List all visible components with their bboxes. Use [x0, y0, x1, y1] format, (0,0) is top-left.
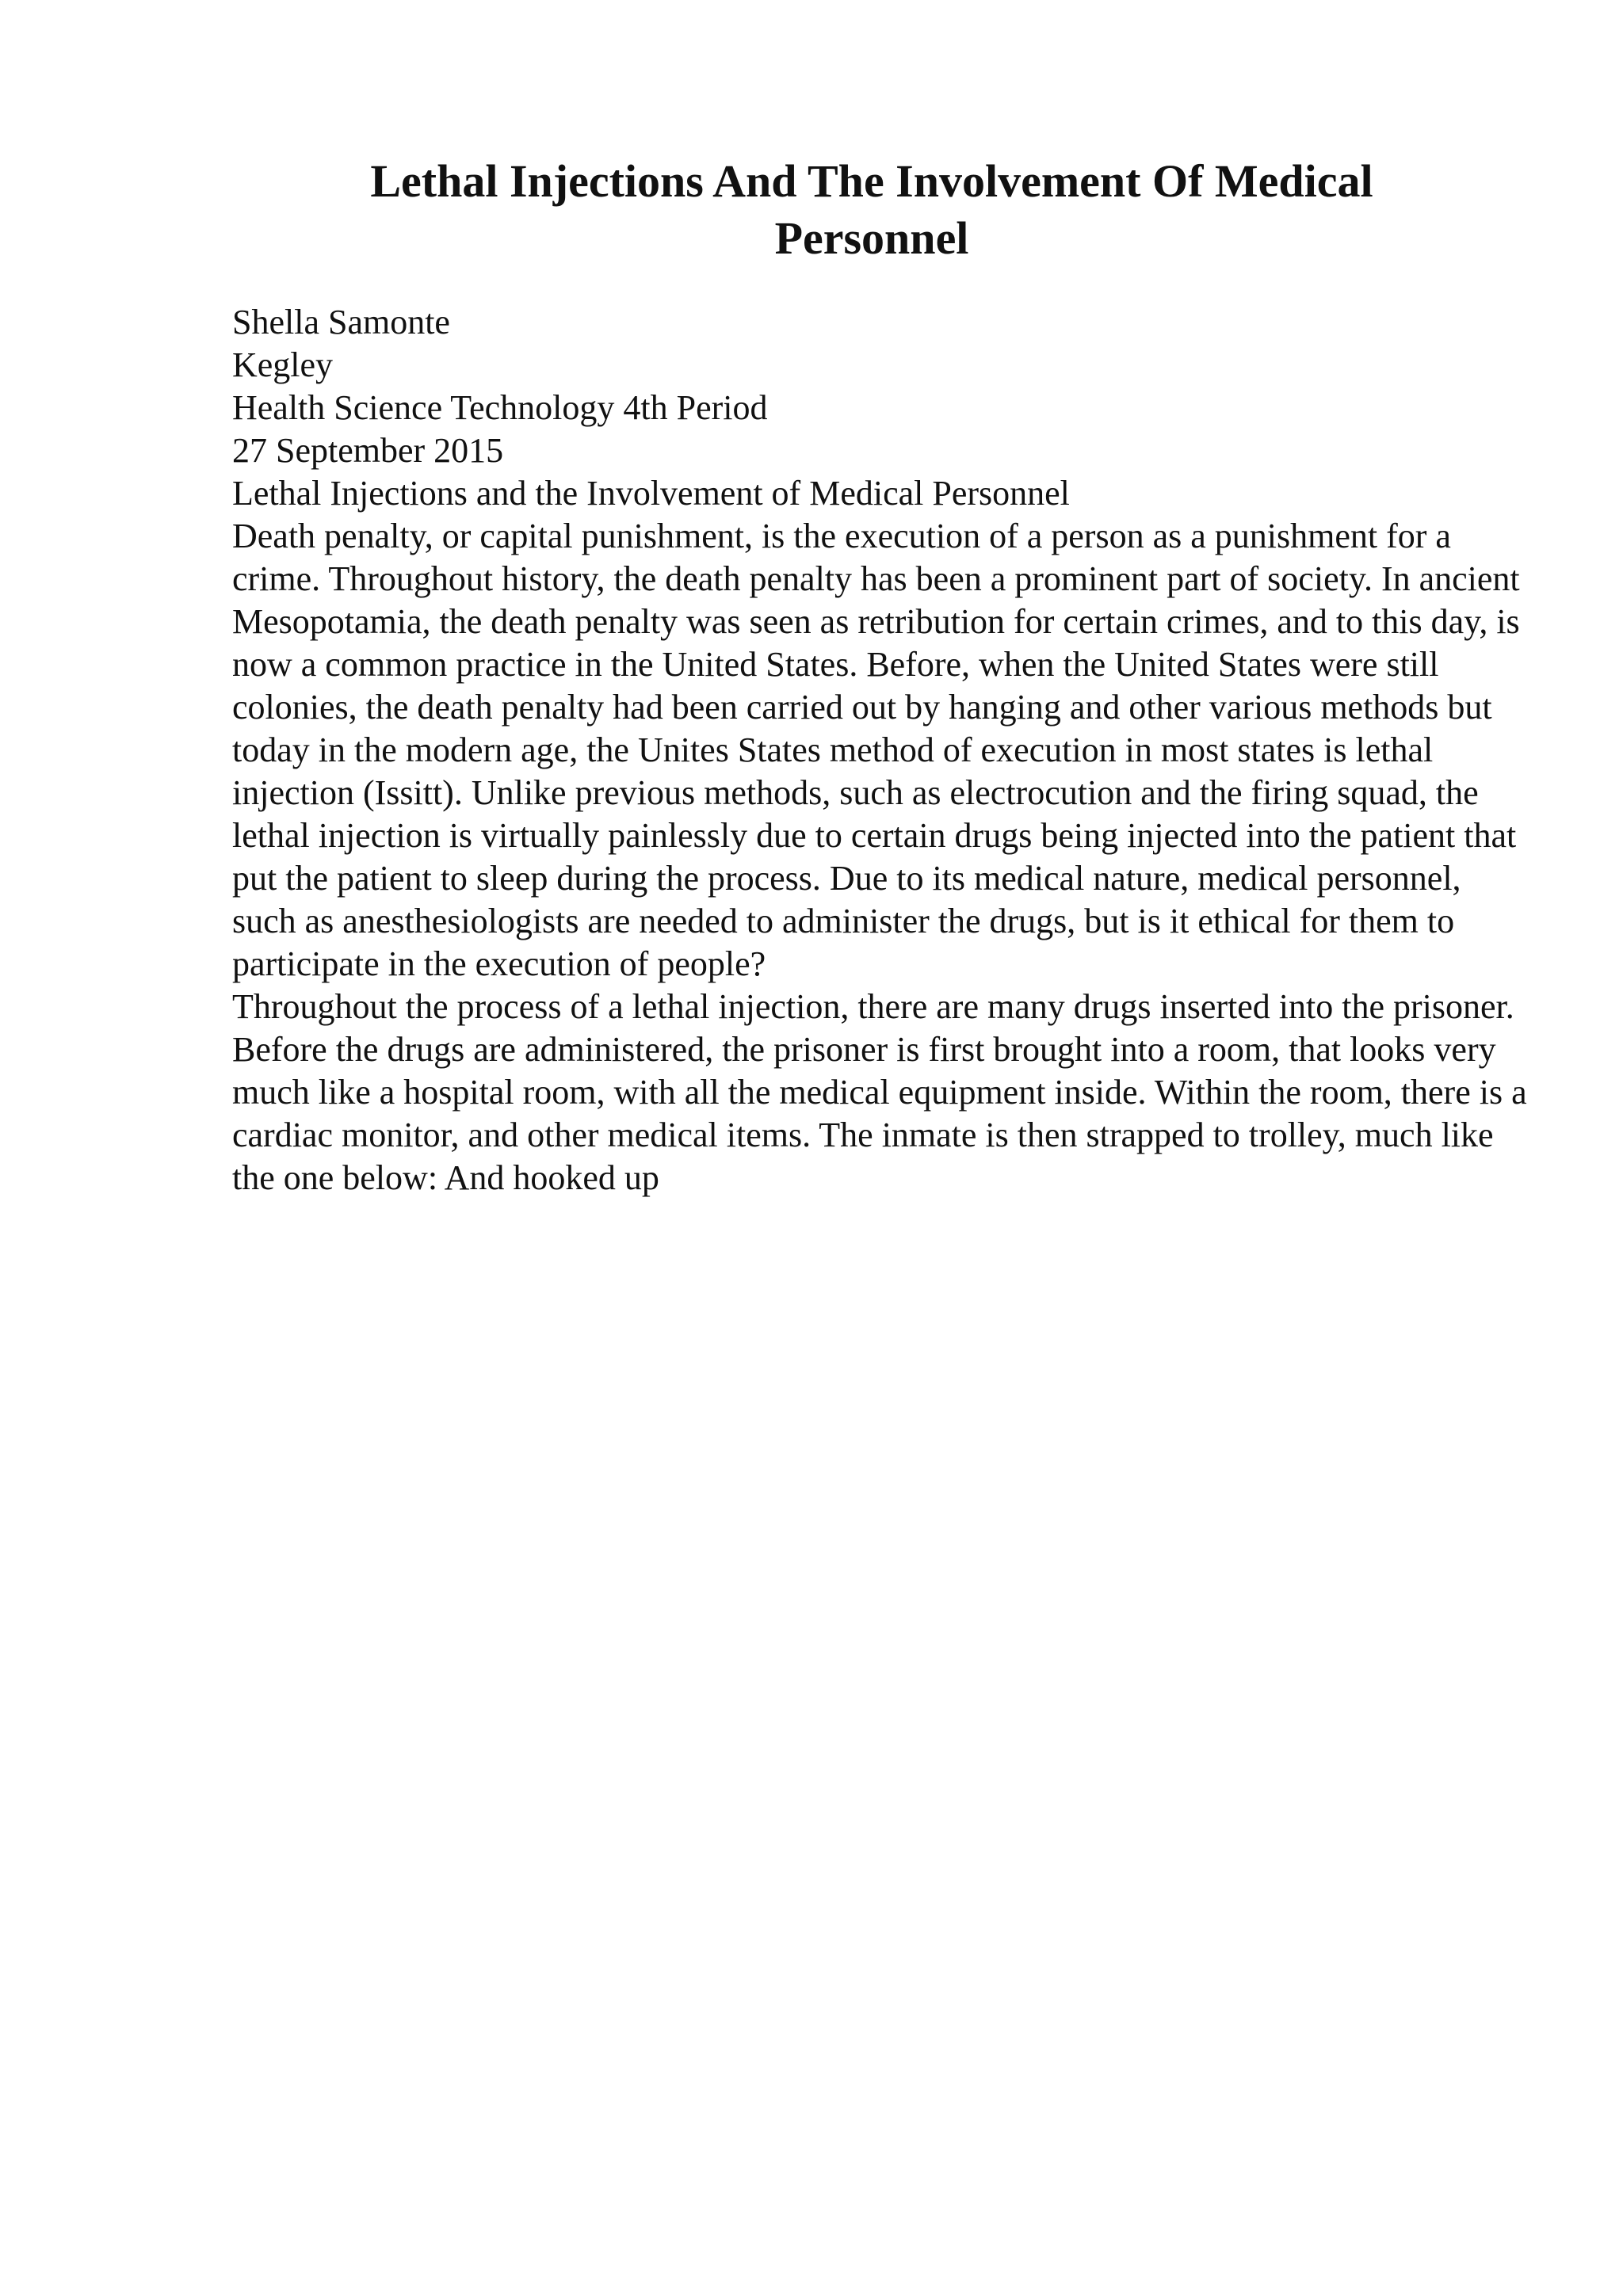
course-name: Health Science Technology 4th Period	[232, 388, 768, 427]
teacher-name: Kegley	[232, 345, 334, 384]
essay-subtitle: Lethal Injections and the Involvement of Medical Personnel	[232, 474, 1070, 513]
body-paragraph-2: Throughout the process of a lethal injection, there are many drugs inserted into the prisoner. Before the drugs are administered, the prisoner is first brought into a room, that looks very much like a hospital room, with all the medical equipment inside. Within the room, there is a cardiac monitor, and other medical items. The inmate is then strapped to trolley, much like the one below: And hooked up	[232, 987, 1527, 1197]
author-name: Shella Samonte	[232, 303, 450, 341]
document-body	[232, 301, 1532, 1199]
document-date: 27 September 2015	[232, 431, 504, 470]
body-paragraph-1: Death penalty, or capital punishment, is the execution of a person as a punishment for a crime. Throughout history, the death penalty has been a prominent part of society. In ancient Mesopotamia, the death penalty was seen as retribution for certain crimes, and to this day, is now a common practice in the United States. Before, when the United States were still colonies, the death penalty had been carried out by hanging and other various methods but today in the modern age, the Unites States method of execution in most states is lethal injection (Issitt). Unlike previous methods, such as electrocution and the firing squad, the lethal injection is virtually painlessly due to certain drugs being injected into the patient that put the patient to sleep during the process. Due to its medical nature, medical personnel, such as anesthesiologists are needed to administer the drugs, but is it ethical for them to participate in the execution of people?	[232, 517, 1520, 983]
document-title: Lethal Injections And The Involvement Of Medical Personnel	[370, 155, 1373, 264]
